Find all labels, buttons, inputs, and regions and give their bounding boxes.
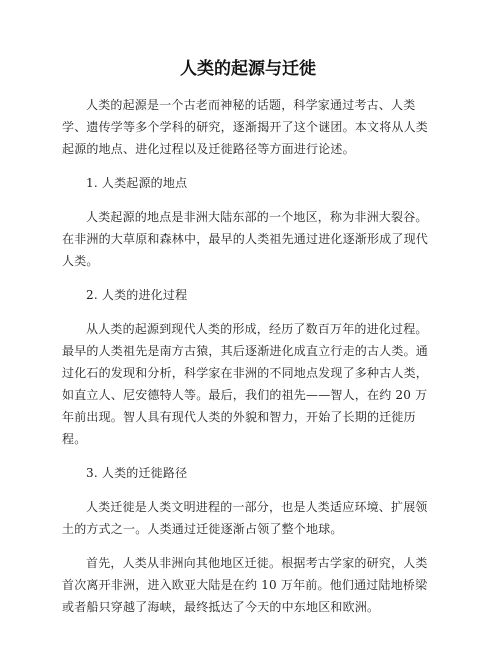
section-2-paragraph: 从人类的起源到现代人类的形成，经历了数百万年的进化过程。最早的人类祖先是南方古猿，其后逐渐进化成直立行走的古人类。通过化石的发现和分析，科学家在非洲的不同地点发现了多种古人类，如直立人、尼安德特人等。最后，我们的祖先——智人，在约 20 万年前出现。智人具有现代人类的外貌和智力，开始了长期的迁徙历程。 xyxy=(62,322,429,446)
intro-paragraph: 人类的起源是一个古老而神秘的话题，科学家通过考古、人类学、遗传学等多个学科的研究，逐渐揭开了这个谜团。本文将从人类起源的地点、进化过程以及迁徙路径等方面进行论述。 xyxy=(62,98,429,156)
section-1-paragraph: 人类起源的地点是非洲大陆东部的一个地区，称为非洲大裂谷。在非洲的大草原和森林中，最早的人类祖先通过进化逐渐形成了现代人类。 xyxy=(62,210,429,268)
section-1-heading: 1. 人类起源的地点 xyxy=(86,176,188,190)
section-3-heading: 3. 人类的迁徙路径 xyxy=(86,466,188,480)
section-3-paragraph-1: 人类迁徙是人类文明进程的一部分，也是人类适应环境、扩展领土的方式之一。人类通过迁徙逐渐占领了整个地球。 xyxy=(62,500,428,536)
document-title: 人类的起源与迁徙 xyxy=(180,59,316,79)
section-3-paragraph-2: 首先，人类从非洲向其他地区迁徙。根据考古学家的研究，人类首次离开非洲，进入欧亚大陆是在约 10 万年前。他们通过陆地桥梁或者船只穿越了海峡，最终抵达了今天的中东地区和欧洲。 xyxy=(62,556,428,614)
section-2-heading: 2. 人类的进化过程 xyxy=(86,288,188,302)
